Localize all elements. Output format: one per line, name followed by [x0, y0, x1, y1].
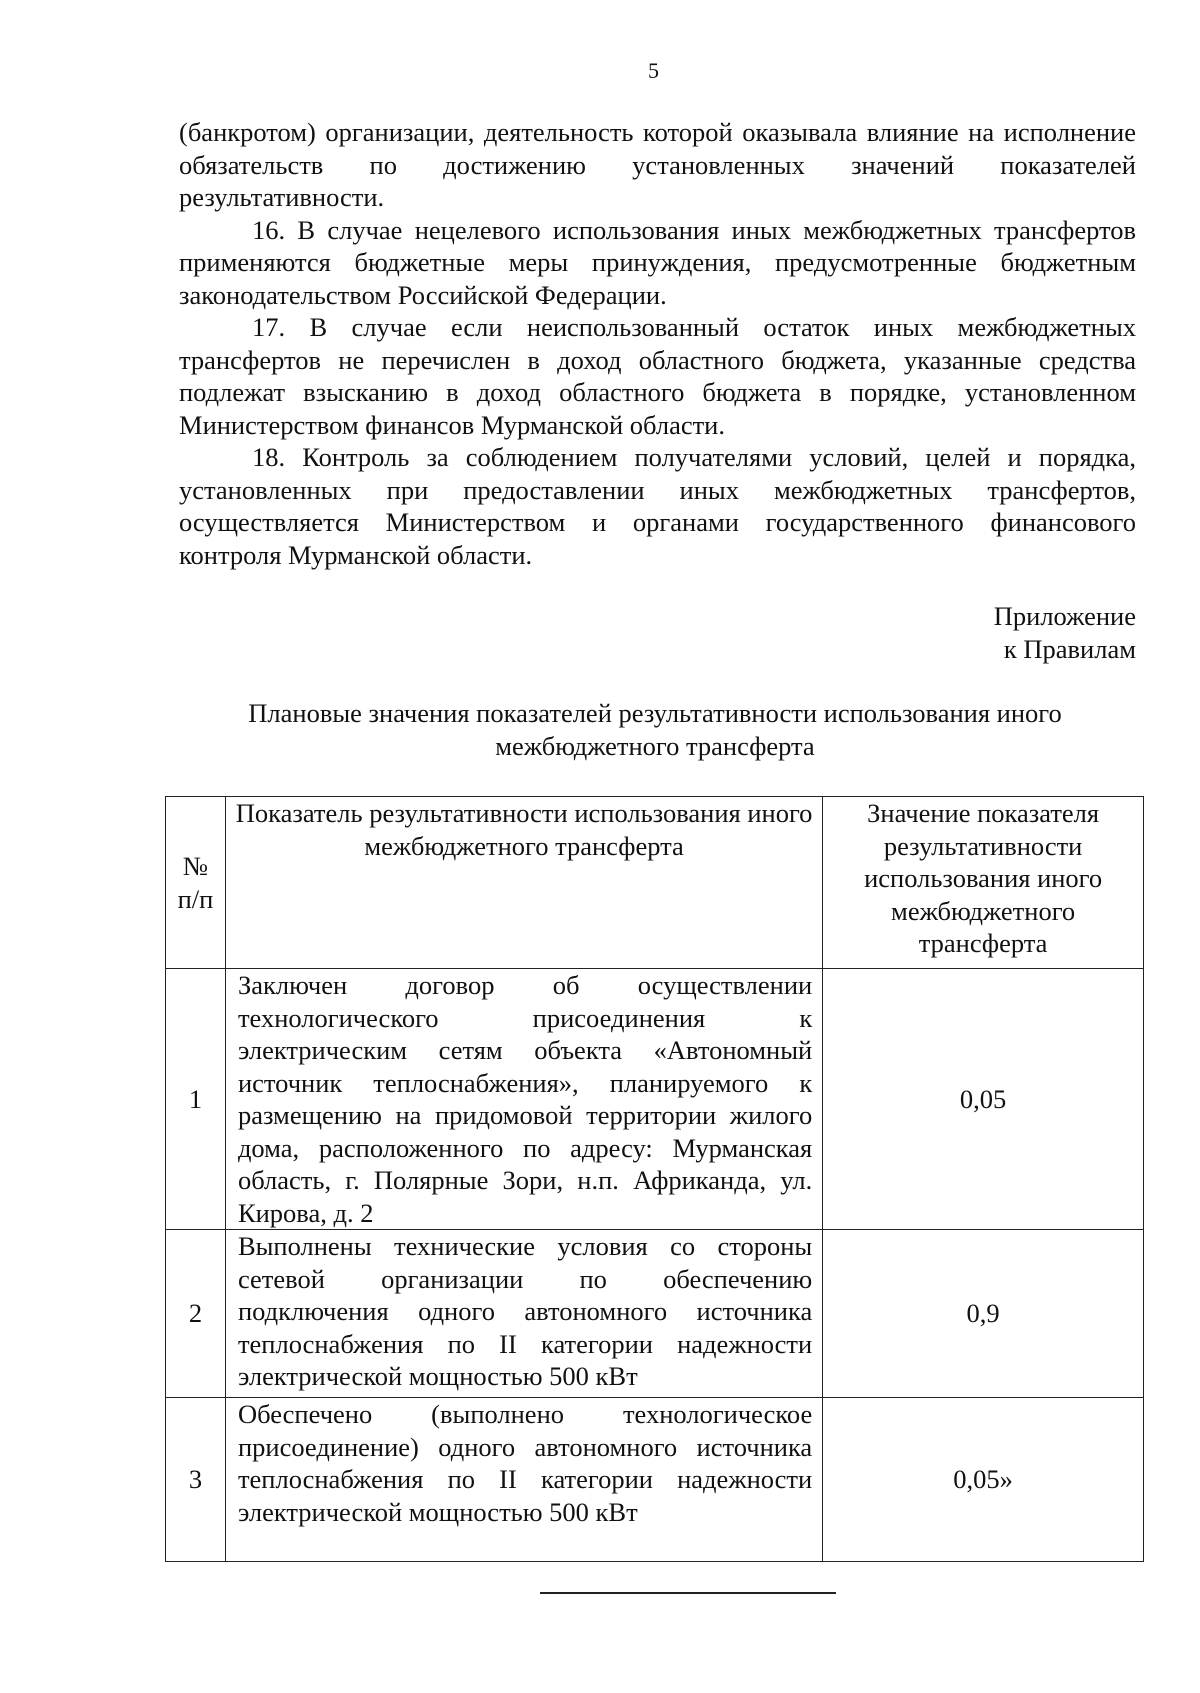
row-value: 0,9	[823, 1230, 1144, 1398]
row-number: 1	[166, 969, 226, 1230]
paragraph-18: 18. Контроль за соблюдением получателями условий, целей и порядка, установленных при предоставлении иных межбюджетных трансфертов, осуществляется Министерством и органами государственного финансового контроля Мурманской области.	[179, 442, 1136, 570]
table-row	[166, 1230, 1144, 1398]
row-value: 0,05	[823, 969, 1144, 1230]
page-number: 5	[648, 58, 659, 83]
appendix-heading	[994, 600, 1136, 665]
row-number: 2	[166, 1230, 226, 1398]
table-row	[166, 969, 1144, 1230]
paragraph-17: 17. В случае если неиспользованный остаток иных межбюджетных трансфертов не перечислен в доход областного бюджета, указанные средства подлежат взысканию в доход областного бюджета в порядке, установленном Министерством финансов Мурманской области.	[179, 312, 1136, 440]
indicators-table	[165, 796, 1144, 1562]
row-indicator: Обеспечено (выполнено технологическое присоединение) одного автономного источника теплоснабжения по II категории надежности электрической мощностью 500 кВт	[225, 1398, 822, 1562]
row-value: 0,05»	[823, 1398, 1144, 1562]
row-indicator: Выполнены технические условия со стороны сетевой организации по обеспечению подключения одного автономного источника теплоснабжения по II категории надежности электрической мощностью 500 кВт	[225, 1230, 822, 1398]
header-indicator: Показатель результативности использования иного межбюджетного трансферта	[225, 797, 822, 969]
appendix-reference: к Правилам	[1003, 633, 1136, 664]
paragraph-16: 16. В случае нецелевого использования иных межбюджетных трансфертов применяются бюджетные меры принуждения, предусмотренные бюджетным законодательством Российской Федерации.	[179, 214, 1136, 310]
table-header-row	[166, 797, 1144, 969]
row-indicator: Заключен договор об осуществлении технологического присоединения к электрическим сетям объекта «Автономный источник теплоснабжения», планируемого к размещению на придомовой территории жилого дома, расположенного по адресу: Мурманская область, г. Полярные Зори, н.п. Африканда, ул. Кирова, д. 2	[225, 969, 822, 1230]
header-value: Значение показателя результативности использования иного межбюджетного трансферта	[823, 797, 1144, 969]
paragraph-continuation: (банкротом) организации, деятельность которой оказывала влияние на исполнение обязательств по достижению установленных значений показателей результативности.	[179, 117, 1136, 212]
table-row	[166, 1398, 1144, 1562]
document-body	[179, 116, 1136, 571]
appendix-label: Приложение	[993, 601, 1136, 631]
header-number: № п/п	[166, 797, 226, 969]
table-title: Плановые значения показателей результативности использования иного межбюджетного трансферта	[248, 698, 1062, 761]
row-number: 3	[166, 1398, 226, 1562]
end-divider	[540, 1592, 836, 1594]
